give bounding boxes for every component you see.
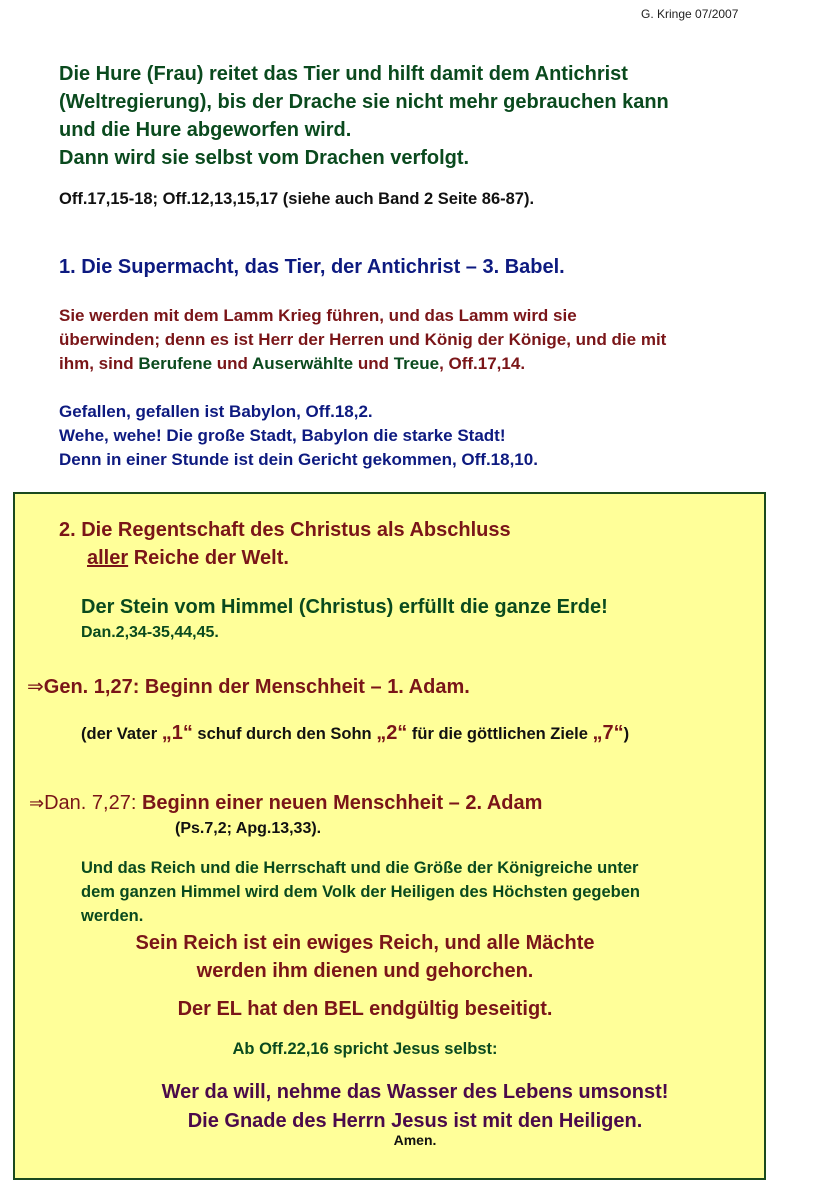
- all-word: aller: [87, 547, 129, 569]
- lamb-text: und: [353, 354, 394, 373]
- amen: Amen.: [393, 1132, 437, 1148]
- babylon-line: Wehe, wehe! Die große Stadt, Babylon die starke Stadt!: [59, 426, 506, 445]
- lamb-quote: [59, 304, 666, 376]
- kingdom-line: werden.: [81, 907, 144, 925]
- father-text: (der Vater: [81, 725, 162, 743]
- closing-quote: [15, 1078, 815, 1136]
- lamb-ref: , Off.17,14.: [439, 354, 526, 373]
- water-line: Wer da will, nehme das Wasser des Lebens umsonst!: [161, 1081, 669, 1103]
- right-arrow-icon: ⇒: [27, 676, 44, 698]
- section2-heading: [59, 516, 511, 572]
- babylon-quote: [59, 400, 538, 472]
- right-arrow-icon: ⇒: [29, 793, 45, 813]
- gen-line: [27, 674, 470, 699]
- dan-reference: Dan. 7,27:: [44, 792, 142, 814]
- heading-rest: Reiche der Welt.: [128, 547, 289, 569]
- lamb-line: [59, 352, 666, 376]
- intro-paragraph: [59, 60, 669, 172]
- gen-reference: Gen. 1,27:: [43, 676, 145, 698]
- grace-line: Die Gnade des Herrn Jesus ist mit den Heiligen.: [187, 1110, 643, 1132]
- dan-subreference: (Ps.7,2; Apg.13,33).: [175, 820, 322, 837]
- called-word: Berufene: [138, 354, 213, 373]
- intro-line: Dann wird sie selbst vom Drachen verfolgt.: [59, 147, 470, 169]
- stone-reference: Dan.2,34-35,44,45.: [81, 624, 219, 641]
- section2-heading-line2: [59, 544, 511, 572]
- kingdom-quote: [81, 856, 640, 928]
- lamb-line: Sie werden mit dem Lamm Krieg führen, und das Lamm wird sie: [59, 306, 577, 325]
- gen-text: Beginn der Menschheit – 1. Adam.: [144, 676, 470, 698]
- section2-box: [13, 492, 766, 1180]
- el-bel-statement: Der EL hat den BEL endgültig beseitigt.: [177, 998, 553, 1020]
- section2-heading-line1: 2. Die Regentschaft des Christus als Abschluss: [59, 519, 511, 541]
- lamb-text: und: [212, 354, 252, 373]
- chosen-word: Auserwählte: [252, 354, 354, 373]
- intro-line: und die Hure abgeworfen wird.: [59, 119, 352, 141]
- dan-text: Beginn einer neuen Menschheit – 2. Adam: [141, 792, 543, 814]
- kingdom-line: Und das Reich und die Herrschaft und die Größe der Königreiche unter: [81, 859, 639, 877]
- eternal-kingdom: [15, 929, 715, 985]
- babylon-line: Denn in einer Stunde ist dein Gericht gekommen, Off.18,10.: [59, 450, 538, 469]
- kingdom-line: dem ganzen Himmel wird dem Volk der Heiligen des Höchsten gegeben: [81, 883, 640, 901]
- intro-references: Off.17,15-18; Off.12,13,15,17 (siehe auch Band 2 Seite 86-87).: [59, 190, 535, 208]
- eternal-line: Sein Reich ist ein ewiges Reich, und alle Mächte: [135, 932, 595, 954]
- eternal-line: werden ihm dienen und gehorchen.: [196, 960, 534, 982]
- intro-line: Die Hure (Frau) reitet das Tier und hilft damit dem Antichrist: [59, 63, 628, 85]
- father-line: [81, 722, 629, 745]
- father-text: ): [623, 725, 630, 743]
- number-one: „1“: [161, 722, 193, 744]
- babylon-line: Gefallen, gefallen ist Babylon, Off.18,2.: [59, 402, 373, 421]
- lamb-line: überwinden; denn es ist Herr der Herren und König der Könige, und die mit: [59, 330, 667, 349]
- father-text: für die göttlichen Ziele: [407, 725, 593, 743]
- faithful-word: Treue: [393, 354, 440, 373]
- father-text: schuf durch den Sohn: [192, 725, 377, 743]
- author-date: G. Kringe 07/2007: [641, 7, 739, 21]
- jesus-intro: Ab Off.22,16 spricht Jesus selbst:: [232, 1040, 498, 1058]
- number-two: „2“: [376, 722, 408, 744]
- section1-heading: 1. Die Supermacht, das Tier, der Antichrist – 3. Babel.: [59, 256, 565, 278]
- intro-line: (Weltregierung), bis der Drache sie nicht mehr gebrauchen kann: [59, 91, 669, 113]
- dan-line: [29, 792, 542, 815]
- stone-text: Der Stein vom Himmel (Christus) erfüllt die ganze Erde!: [81, 596, 608, 618]
- number-seven: „7“: [592, 722, 624, 744]
- lamb-text: ihm, sind: [59, 354, 139, 373]
